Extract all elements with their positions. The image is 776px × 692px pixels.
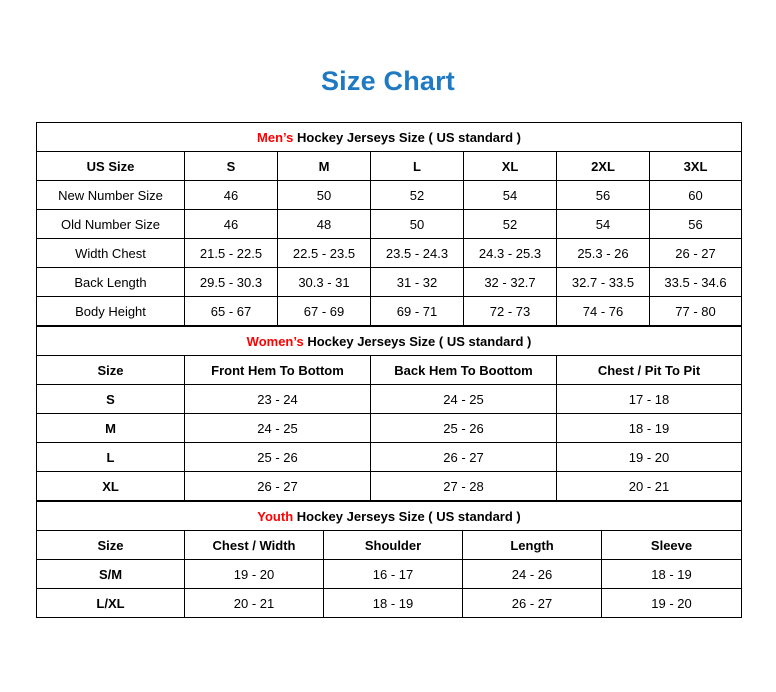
table-header-row <box>37 356 742 385</box>
mens-cell: 48 <box>278 210 371 239</box>
table-row <box>37 414 742 443</box>
mens-col-xl: XL <box>464 152 557 181</box>
mens-cell: 52 <box>371 181 464 210</box>
womens-col-chest-pit-to-pit: Chest / Pit To Pit <box>557 356 742 385</box>
table-header-row <box>37 152 742 181</box>
size-chart-container <box>36 122 741 618</box>
mens-cell: 74 - 76 <box>557 297 650 326</box>
womens-row-label-m: M <box>37 414 185 443</box>
mens-cell: 50 <box>371 210 464 239</box>
mens-section-header-rest: Hockey Jerseys Size ( US standard ) <box>293 129 521 145</box>
youth-cell: 19 - 20 <box>602 589 742 618</box>
mens-cell: 23.5 - 24.3 <box>371 239 464 268</box>
mens-row-label-width-chest: Width Chest <box>37 239 185 268</box>
womens-row-label-xl: XL <box>37 472 185 501</box>
mens-cell: 32 - 32.7 <box>464 268 557 297</box>
mens-col-us-size: US Size <box>37 152 185 181</box>
mens-cell: 72 - 73 <box>464 297 557 326</box>
youth-section-header-accent: Youth <box>257 508 294 524</box>
mens-cell: 77 - 80 <box>650 297 742 326</box>
mens-col-3xl: 3XL <box>650 152 742 181</box>
womens-col-front-hem-to-bottom: Front Hem To Bottom <box>185 356 371 385</box>
mens-cell: 65 - 67 <box>185 297 278 326</box>
youth-cell: 19 - 20 <box>185 560 324 589</box>
youth-cell: 26 - 27 <box>463 589 602 618</box>
youth-cell: 16 - 17 <box>324 560 463 589</box>
mens-cell: 50 <box>278 181 371 210</box>
table-row <box>37 210 742 239</box>
mens-cell: 56 <box>557 181 650 210</box>
youth-section-header <box>37 502 742 531</box>
mens-cell: 67 - 69 <box>278 297 371 326</box>
mens-col-m: M <box>278 152 371 181</box>
mens-col-l: L <box>371 152 464 181</box>
mens-col-2xl: 2XL <box>557 152 650 181</box>
youth-section-header-rest: Hockey Jerseys Size ( US standard ) <box>293 508 521 524</box>
table-row <box>37 239 742 268</box>
mens-row-label-body-height: Body Height <box>37 297 185 326</box>
table-row <box>37 443 742 472</box>
mens-col-s: S <box>185 152 278 181</box>
page-title: Size Chart <box>320 66 456 96</box>
youth-cell: 18 - 19 <box>324 589 463 618</box>
mens-cell: 46 <box>185 181 278 210</box>
mens-cell: 29.5 - 30.3 <box>185 268 278 297</box>
womens-cell: 27 - 28 <box>371 472 557 501</box>
youth-cell: 24 - 26 <box>463 560 602 589</box>
youth-row-label-lxl: L/XL <box>37 589 185 618</box>
womens-cell: 26 - 27 <box>371 443 557 472</box>
youth-size-table <box>36 501 742 618</box>
section-header-row <box>37 123 742 152</box>
womens-col-back-hem-to-bottom: Back Hem To Boottom <box>371 356 557 385</box>
womens-cell: 25 - 26 <box>371 414 557 443</box>
youth-col-size: Size <box>37 531 185 560</box>
mens-size-table <box>36 122 742 326</box>
youth-row-label-sm: S/M <box>37 560 185 589</box>
mens-cell: 21.5 - 22.5 <box>185 239 278 268</box>
womens-cell: 25 - 26 <box>185 443 371 472</box>
table-row <box>37 297 742 326</box>
womens-col-size: Size <box>37 356 185 385</box>
youth-col-shoulder: Shoulder <box>324 531 463 560</box>
mens-section-header <box>37 123 742 152</box>
mens-cell: 54 <box>464 181 557 210</box>
table-row <box>37 181 742 210</box>
table-row <box>37 268 742 297</box>
mens-cell: 69 - 71 <box>371 297 464 326</box>
mens-cell: 25.3 - 26 <box>557 239 650 268</box>
womens-section-header <box>37 327 742 356</box>
mens-cell: 22.5 - 23.5 <box>278 239 371 268</box>
mens-cell: 33.5 - 34.6 <box>650 268 742 297</box>
womens-section-header-accent: Women’s <box>246 333 304 349</box>
mens-cell: 32.7 - 33.5 <box>557 268 650 297</box>
mens-cell: 54 <box>557 210 650 239</box>
mens-cell: 46 <box>185 210 278 239</box>
section-header-row <box>37 327 742 356</box>
mens-cell: 60 <box>650 181 742 210</box>
womens-cell: 18 - 19 <box>557 414 742 443</box>
womens-row-label-s: S <box>37 385 185 414</box>
womens-row-label-l: L <box>37 443 185 472</box>
table-header-row <box>37 531 742 560</box>
section-header-row <box>37 502 742 531</box>
mens-cell: 56 <box>650 210 742 239</box>
youth-col-length: Length <box>463 531 602 560</box>
womens-section-header-rest: Hockey Jerseys Size ( US standard ) <box>303 333 532 349</box>
youth-col-chest-width: Chest / Width <box>185 531 324 560</box>
womens-cell: 19 - 20 <box>557 443 742 472</box>
mens-cell: 26 - 27 <box>650 239 742 268</box>
mens-row-label-back-length: Back Length <box>37 268 185 297</box>
mens-cell: 31 - 32 <box>371 268 464 297</box>
womens-cell: 26 - 27 <box>185 472 371 501</box>
womens-cell: 24 - 25 <box>185 414 371 443</box>
mens-row-label-old-number-size: Old Number Size <box>37 210 185 239</box>
mens-cell: 24.3 - 25.3 <box>464 239 557 268</box>
womens-cell: 17 - 18 <box>557 385 742 414</box>
mens-section-header-accent: Men’s <box>257 129 294 145</box>
youth-cell: 20 - 21 <box>185 589 324 618</box>
table-row <box>37 385 742 414</box>
mens-cell: 30.3 - 31 <box>278 268 371 297</box>
table-row <box>37 560 742 589</box>
mens-cell: 52 <box>464 210 557 239</box>
mens-row-label-new-number-size: New Number Size <box>37 181 185 210</box>
womens-size-table <box>36 326 742 501</box>
youth-col-sleeve: Sleeve <box>602 531 742 560</box>
youth-cell: 18 - 19 <box>602 560 742 589</box>
womens-cell: 20 - 21 <box>557 472 742 501</box>
womens-cell: 24 - 25 <box>371 385 557 414</box>
womens-cell: 23 - 24 <box>185 385 371 414</box>
table-row <box>37 589 742 618</box>
table-row <box>37 472 742 501</box>
